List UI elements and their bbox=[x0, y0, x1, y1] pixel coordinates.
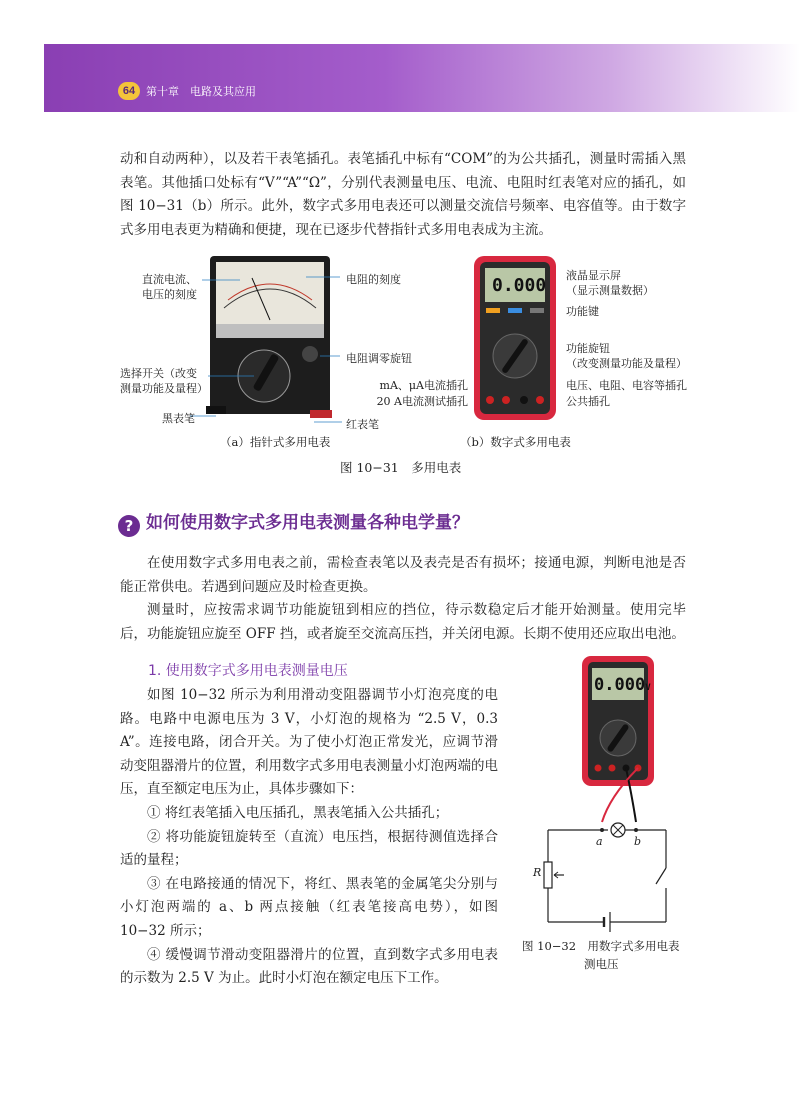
page-number-badge: 64 bbox=[118, 82, 140, 100]
point-a-label: a bbox=[596, 835, 603, 848]
voltage-text-block bbox=[120, 684, 498, 991]
question-heading bbox=[118, 508, 469, 537]
label-ma-jack: mA、μA电流插孔 bbox=[379, 379, 468, 392]
label-function-dial: 功能旋钮 （改变测量功能及量程） bbox=[566, 342, 687, 370]
subcaption-b: （b）数字式多用电表 bbox=[460, 435, 571, 449]
voltage-paragraph: 如图 10−32 所示为利用滑动变阻器调节小灯泡亮度的电路。电路中电源电压为 3 V，小灯泡的规格为 “2.5 V，0.3 A”。连接电路，闭合开关。为了使小灯泡正常发光，应调节滑动变阻器滑片的位置，利用数字式多用电表测量小灯泡两端的电压，直至额定电压为止，具体步骤如下： bbox=[120, 687, 498, 798]
paragraph-check: 在使用数字式多用电表之前，需检查表笔以及表壳是否有损坏；接通电源，判断电池是否能正常供电。若遇到问题应及时检查更换。 bbox=[120, 555, 686, 595]
subcaption-a: （a）指针式多用电表 bbox=[220, 435, 331, 449]
figure-10-32-caption-line2: 测电压 bbox=[584, 957, 619, 971]
figure-10-32-caption-line1: 图 10−32 用数字式多用电表 bbox=[522, 939, 680, 953]
intro-paragraph: 动和自动两种），以及若干表笔插孔。表笔插孔中标有“COM”的为公共插孔，测量时需插入黑表笔。其他插口处标有“V”“A”“Ω”，分别代表测量电压、电流、电阻时红表笔对应的插孔，如图 10−31（b）所示。此外，数字式多用电表还可以测量交流信号频率、电容值等。由于数字式多用电表更为精确和便捷，现在已逐步代替指针式多用电表成为主流。 bbox=[120, 151, 686, 238]
label-selector-switch: 选择开关（改变 测量功能及量程） bbox=[120, 367, 208, 395]
label-20a-jack: 20 A电流测试插孔 bbox=[376, 395, 468, 408]
circuit-display-value bbox=[594, 675, 651, 695]
chapter-header-band bbox=[44, 44, 800, 112]
label-resistance-scale: 电阻的刻度 bbox=[346, 273, 401, 286]
step-1: ① 将红表笔插入电压插孔，黑表笔插入公共插孔； bbox=[147, 804, 449, 821]
step-3: ③ 在电路接通的情况下，将红、黑表笔的金属笔尖分别与小灯泡两端的 a、b 两点接触（红表笔接高电势），如图 10−32 所示； bbox=[120, 875, 498, 939]
paragraph-measure: 测量时，应按需求调节功能旋钮到相应的挡位，待示数稳定后才能开始测量。使用完毕后，功能旋钮应旋至 OFF 挡，或者旋至交流高压挡，并关闭电源。长期不使用还应取出电池。 bbox=[120, 602, 686, 642]
label-function-key: 功能键 bbox=[566, 305, 599, 318]
circuit-display-number: 0.000 bbox=[594, 675, 646, 695]
circuit-display-unit: V bbox=[645, 683, 651, 693]
subheading-voltage: 1. 使用数字式多用电表测量电压 bbox=[148, 663, 348, 679]
label-lcd: 液晶显示屏 （显示测量数据） bbox=[566, 269, 654, 297]
voltage-circuit-diagram bbox=[520, 656, 700, 936]
label-ohm-zero-knob: 电阻调零旋钮 bbox=[346, 352, 412, 365]
label-dc-scale: 直流电流、 电压的刻度 bbox=[142, 273, 197, 301]
chapter-title: 第十章 电路及其应用 bbox=[146, 85, 256, 98]
question-icon: ? bbox=[118, 515, 140, 537]
point-b-label: b bbox=[634, 835, 642, 848]
step-2: ② 将功能旋钮旋转至（直流）电压挡，根据待测值选择合适的量程； bbox=[120, 828, 498, 869]
label-red-probe: 红表笔 bbox=[346, 418, 379, 431]
question-heading-text: 如何使用数字式多用电表测量各种电学量？ bbox=[146, 513, 469, 533]
step-4: ④ 缓慢调节滑动变阻器滑片的位置，直到数字式多用电表的示数为 2.5 V 为止。此时小灯泡在额定电压下工作。 bbox=[120, 946, 498, 987]
label-vohm-jack: 电压、电阻、电容等插孔 bbox=[566, 379, 687, 392]
label-com-jack: 公共插孔 bbox=[566, 395, 610, 408]
rheostat-label: R bbox=[533, 866, 542, 879]
figure-10-31-caption: 图 10−31 多用电表 bbox=[340, 460, 462, 475]
label-black-probe: 黑表笔 bbox=[162, 412, 195, 425]
digital-display-value: 0.000 bbox=[492, 275, 547, 296]
